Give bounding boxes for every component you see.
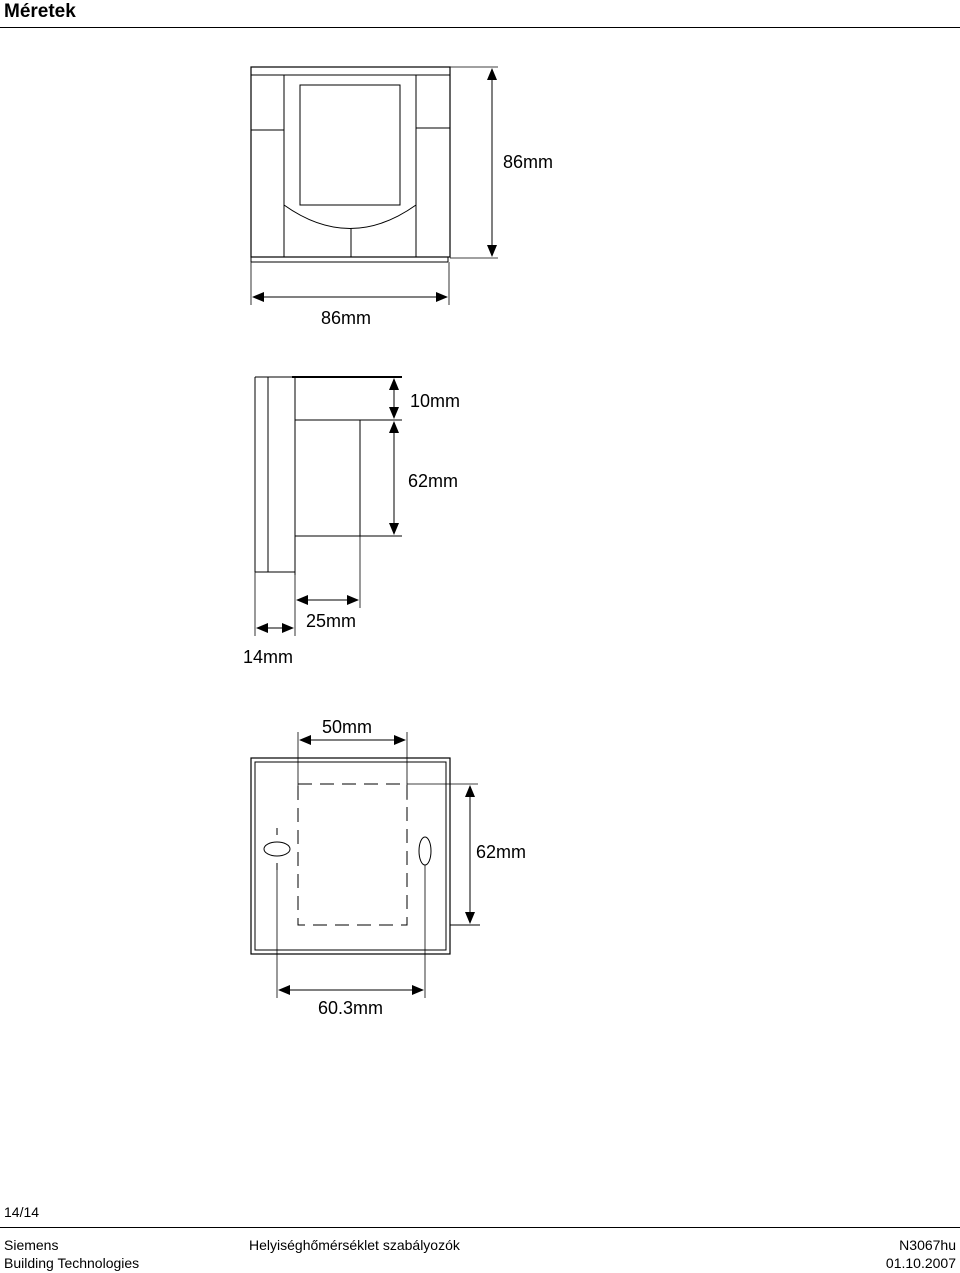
page-number: 14/14 [4,1204,40,1220]
back-bottom-dimension [277,865,425,1018]
side-height-label: 62mm [408,471,459,491]
footer-company: Siemens [4,1237,59,1253]
footer-divider [0,1227,960,1228]
footer-doc-title: Helyiséghőmérséklet szabályozók [249,1237,460,1253]
front-width-label: 86mm [321,308,372,328]
side-height-dimension [394,422,458,534]
side-top-label: 10mm [410,391,461,411]
side-depth-label: 25mm [306,611,357,631]
side-view [255,377,402,575]
footer-doc-code: N3067hu [899,1237,956,1253]
front-height-dimension [450,67,553,258]
back-view [251,758,480,954]
side-depth-dimension [295,536,360,631]
footer-right [886,1236,956,1272]
back-height-label: 62mm [476,842,527,862]
footer-date: 01.10.2007 [885,1255,956,1271]
page-title: Méretek [4,1,76,22]
side-top-dimension [394,379,460,418]
side-base-dimension [243,572,295,667]
footer-division: Building Technologies [4,1255,140,1271]
footer-center [249,1236,460,1254]
back-bottom-label: 60.3mm [318,998,384,1018]
side-base-label: 14mm [243,647,294,667]
back-top-label: 50mm [322,717,373,737]
front-height-label: 86mm [503,152,554,172]
front-view [251,67,450,262]
footer-left [4,1236,139,1272]
front-width-dimension [251,262,449,328]
